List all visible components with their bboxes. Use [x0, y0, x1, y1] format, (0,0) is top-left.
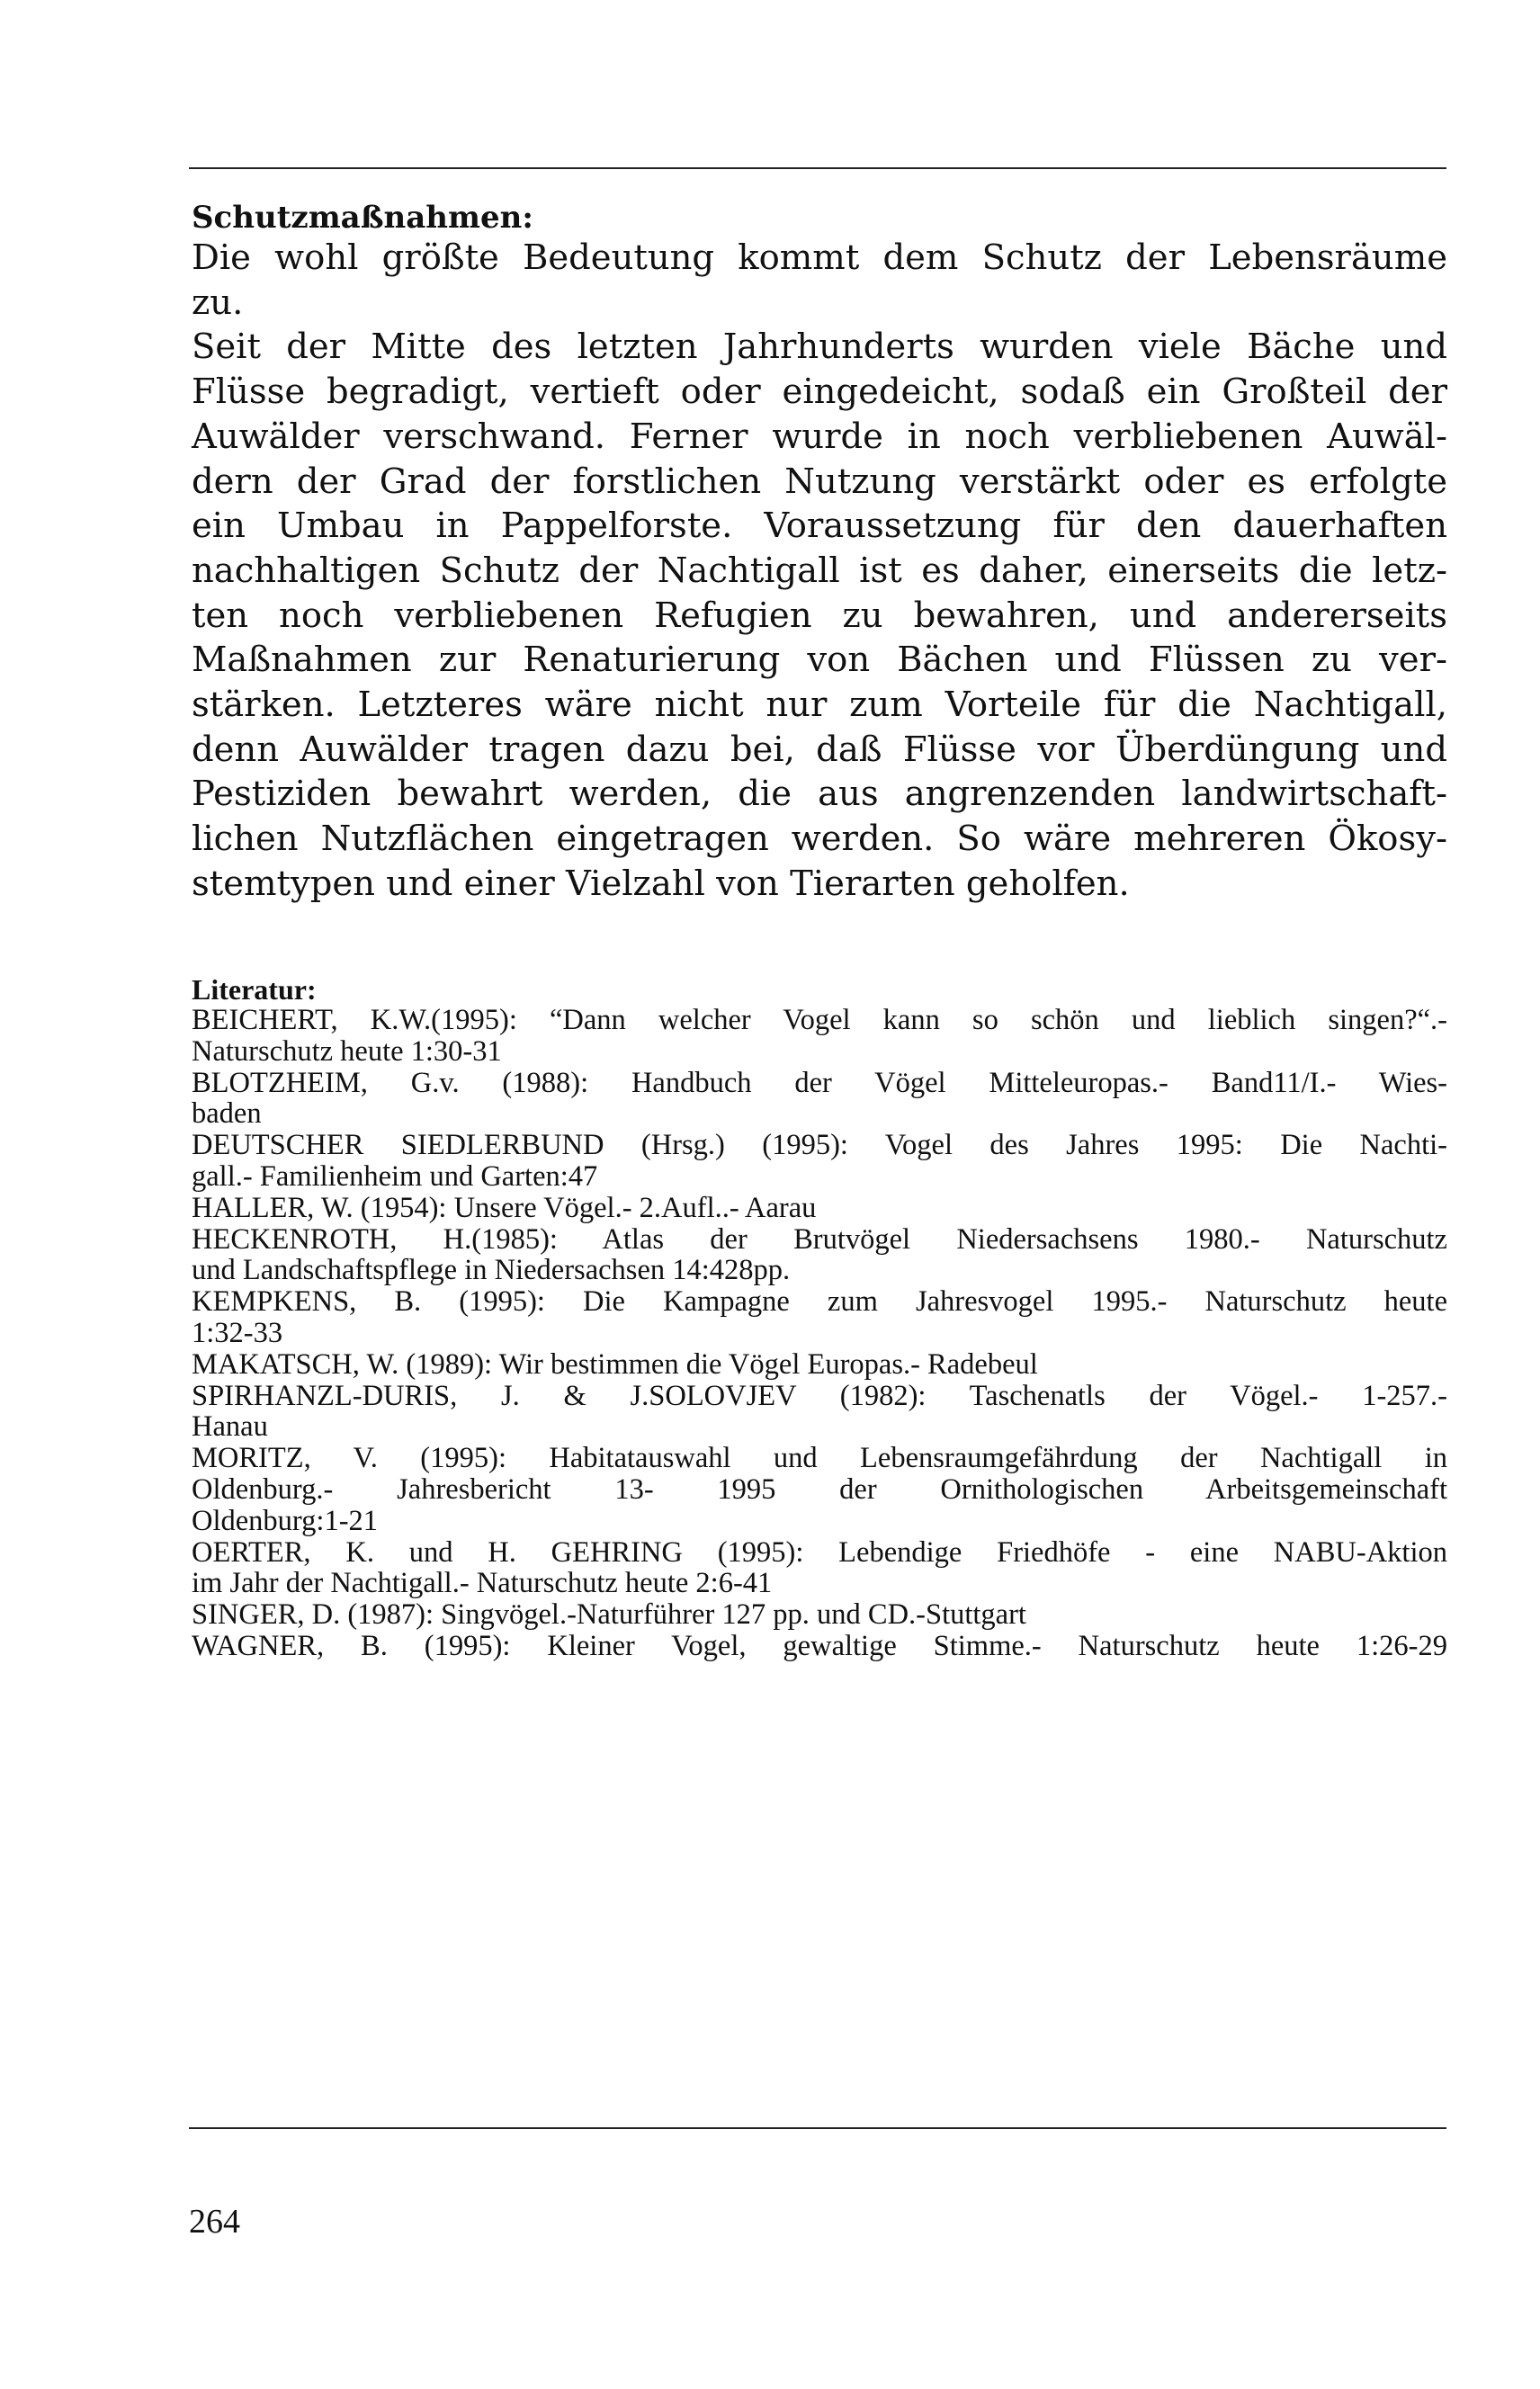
- page-number: 264: [189, 2203, 240, 2241]
- literature-heading: Literatur:: [192, 973, 317, 1006]
- reference-line: SINGER, D. (1987): Singvögel.-Naturführer 127 pp. und CD.-Stuttgart: [192, 1598, 1026, 1632]
- reference-line: Naturschutz heute 1:30-31: [192, 1034, 502, 1068]
- body-line: Maßnahmen zur Renaturierung von Bächen und Flüssen zu ver-: [192, 640, 1447, 681]
- body-line: zu.: [192, 282, 244, 323]
- reference-line: Oldenburg:1-21: [192, 1504, 379, 1537]
- body-line: Pestiziden bewahrt werden, die aus angrenzenden landwirtschaft-: [192, 774, 1447, 815]
- reference-line: gall.- Familienheim und Garten:47: [192, 1159, 598, 1193]
- section-heading: Schutzmaßnahmen:: [192, 200, 533, 236]
- body-line: ein Umbau in Pappelforste. Voraussetzung für den dauerhaften: [192, 506, 1447, 547]
- reference-line: baden: [192, 1097, 262, 1131]
- reference-line: Oldenburg.- Jahresbericht 13- 1995 der Ornithologischen Arbeitsgemeinschaft: [192, 1472, 1447, 1506]
- reference-line: BEICHERT, K.W.(1995): “Dann welcher Vogel kann so schön und lieblich singen?“.-: [192, 1004, 1447, 1036]
- body-line: stemtypen und einer Vielzahl von Tierarten geholfen.: [192, 863, 1130, 904]
- reference-line: WAGNER, B. (1995): Kleiner Vogel, gewaltige Stimme.- Naturschutz heute 1:26-29: [192, 1629, 1447, 1662]
- body-line: ten noch verbliebenen Refugien zu bewahren, und andererseits: [192, 595, 1447, 636]
- literature-list: [192, 1005, 1447, 1662]
- reference-line: OERTER, K. und H. GEHRING (1995): Lebendige Friedhöfe - eine NABU-Aktion: [192, 1535, 1447, 1569]
- bottom-rule: [189, 2127, 1446, 2129]
- body-line: Die wohl größte Bedeutung kommt dem Schutz der Lebensräume: [192, 237, 1447, 278]
- reference-line: im Jahr der Nachtigall.- Naturschutz heute 2:6-41: [192, 1567, 773, 1600]
- reference-line: DEUTSCHER SIEDLERBUND (Hrsg.) (1995): Vogel des Jahres 1995: Die Nachti-: [192, 1129, 1447, 1162]
- reference-line: MAKATSCH, W. (1989): Wir bestimmen die Vögel Europas.- Radebeul: [192, 1347, 1038, 1381]
- body-line: lichen Nutzflächen eingetragen werden. So wäre mehreren Ökosy-: [192, 819, 1447, 860]
- body-line: denn Auwälder tragen dazu bei, daß Flüsse vor Überdüngung und: [192, 729, 1447, 770]
- reference-line: MORITZ, V. (1995): Habitatauswahl und Lebensraumgefährdung der Nachtigall in: [192, 1442, 1447, 1475]
- section-body: [192, 236, 1447, 907]
- reference-line: HALLER, W. (1954): Unsere Vögel.- 2.Aufl..- Aarau: [192, 1191, 817, 1224]
- reference-line: Hanau: [192, 1410, 268, 1444]
- reference-line: KEMPKENS, B. (1995): Die Kampagne zum Jahresvogel 1995.- Naturschutz heute: [192, 1285, 1447, 1319]
- body-line: nachhaltigen Schutz der Nachtigall ist es daher, einerseits die letz-: [192, 550, 1447, 591]
- reference-line: BLOTZHEIM, G.v. (1988): Handbuch der Vögel Mitteleuropas.- Band11/I.- Wies-: [192, 1066, 1447, 1099]
- reference-line: und Landschaftspflege in Niedersachsen 14:428pp.: [192, 1254, 791, 1287]
- top-rule: [189, 167, 1446, 169]
- body-line: Auwälder verschwand. Ferner wurde in noch verbliebenen Auwäl-: [192, 416, 1447, 457]
- body-line: Seit der Mitte des letzten Jahrhunderts wurden viele Bäche und: [192, 327, 1447, 368]
- reference-line: HECKENROTH, H.(1985): Atlas der Brutvögel Niedersachsens 1980.- Naturschutz: [192, 1222, 1447, 1256]
- body-line: dern der Grad der forstlichen Nutzung verstärkt oder es erfolgte: [192, 461, 1447, 502]
- reference-line: 1:32-33: [192, 1316, 283, 1349]
- reference-line: SPIRHANZL-DURIS, J. & J.SOLOVJEV (1982): Taschenatls der Vögel.- 1-257.-: [192, 1379, 1447, 1412]
- body-line: Flüsse begradigt, vertieft oder eingedeicht, sodaß ein Großteil der: [192, 371, 1447, 413]
- body-line: stärken. Letzteres wäre nicht nur zum Vorteile für die Nachtigall,: [192, 684, 1447, 726]
